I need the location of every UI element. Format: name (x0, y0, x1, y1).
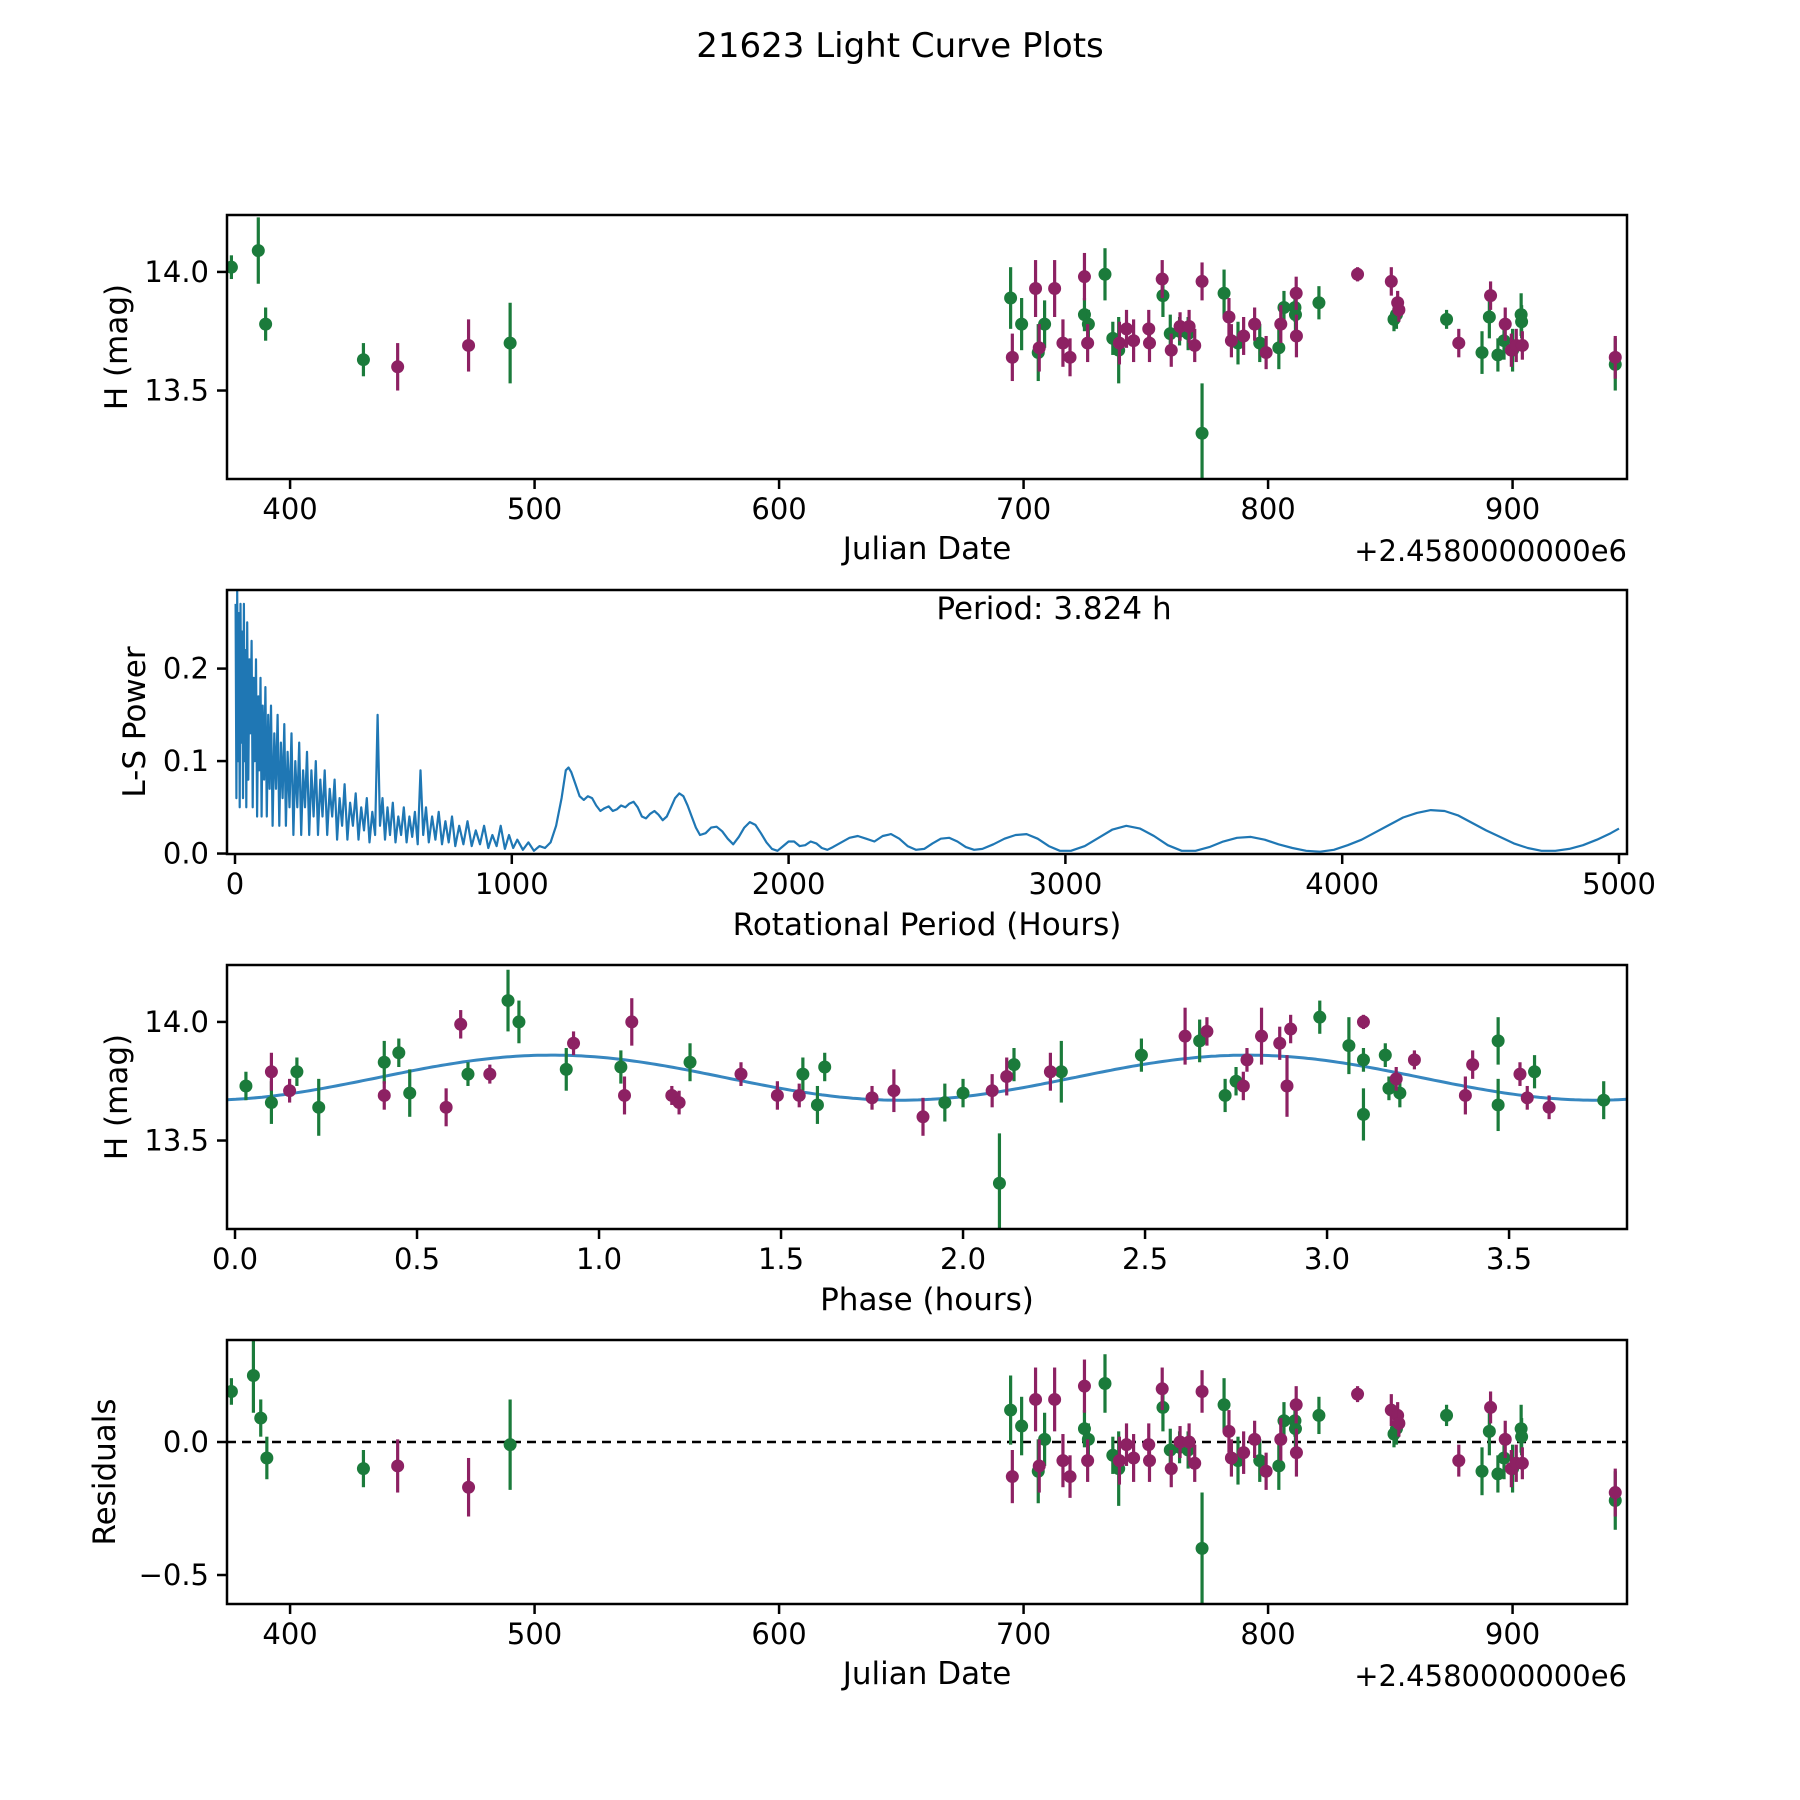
data-point (1313, 1011, 1326, 1024)
data-point (1351, 1388, 1364, 1401)
data-point (1272, 341, 1285, 354)
data-point (1237, 1079, 1250, 1092)
x-tick-label: 900 (1484, 492, 1541, 526)
data-point (1078, 1380, 1091, 1393)
x-tick-label: 600 (751, 492, 807, 526)
data-point (1515, 315, 1528, 328)
data-point (1274, 318, 1287, 331)
lightcurve-series-green (225, 217, 1622, 483)
data-point (1218, 1398, 1231, 1411)
data-point (1516, 339, 1529, 352)
period-annotation: Period: 3.824 h (936, 591, 1172, 627)
data-point (796, 1068, 809, 1081)
lightcurve-series-purple (391, 253, 1622, 391)
data-point (259, 318, 272, 331)
x-tick-label: 700 (995, 492, 1052, 526)
data-point (1222, 310, 1235, 323)
data-point (1196, 427, 1209, 440)
data-point (1528, 1065, 1541, 1078)
data-point (461, 1068, 474, 1081)
y-tick-label: 0.0 (162, 1425, 209, 1460)
data-point (312, 1101, 325, 1114)
data-point (1513, 1068, 1526, 1081)
data-point (283, 1084, 296, 1097)
data-point (1033, 341, 1046, 354)
data-point (1281, 1079, 1294, 1092)
y-tick-label: 0.1 (162, 744, 209, 779)
data-point (1440, 1409, 1453, 1422)
data-point (1516, 1457, 1529, 1470)
data-point (1188, 1457, 1201, 1470)
data-point (1113, 1454, 1126, 1467)
data-point (1609, 1486, 1622, 1499)
data-point (1200, 1025, 1213, 1038)
data-point (1237, 329, 1250, 342)
data-point (1156, 1382, 1169, 1395)
data-point (1196, 275, 1209, 288)
data-point (1342, 1039, 1355, 1052)
data-point (684, 1056, 697, 1069)
x-tick-label: 400 (262, 492, 318, 526)
residuals-yaxis-label: Residuals (87, 1398, 123, 1546)
data-point (1006, 351, 1019, 364)
x-tick-label: 1000 (474, 867, 549, 901)
lightcurve-axes-box (227, 215, 1627, 479)
data-point (1290, 1398, 1303, 1411)
data-point (239, 1079, 252, 1092)
data-point (1492, 1098, 1505, 1111)
data-point (1273, 1037, 1286, 1050)
y-tick-label: 13.5 (144, 1123, 209, 1158)
plot-phase (144, 965, 1627, 1276)
data-point (625, 1015, 638, 1028)
data-point (811, 1098, 824, 1111)
data-point (957, 1087, 970, 1100)
data-point (1515, 1430, 1528, 1443)
data-point (1483, 310, 1496, 323)
residuals-axes-box (227, 1340, 1627, 1604)
data-point (265, 1065, 278, 1078)
data-point (866, 1091, 879, 1104)
x-tick-label: 0 (225, 867, 245, 901)
data-point (1312, 1409, 1325, 1422)
x-tick-label: 600 (751, 1617, 807, 1651)
data-point (1466, 1058, 1479, 1071)
x-tick-label: 2000 (751, 867, 826, 901)
x-tick-label: 800 (1240, 492, 1296, 526)
data-point (1081, 1454, 1094, 1467)
x-tick-label: 3000 (1028, 867, 1103, 901)
data-point (504, 337, 517, 350)
x-tick-label: 4000 (1305, 867, 1380, 901)
data-point (454, 1018, 467, 1031)
data-point (1143, 1454, 1156, 1467)
data-point (1000, 1070, 1013, 1083)
data-point (771, 1089, 784, 1102)
data-point (1222, 1425, 1235, 1438)
data-point (290, 1065, 303, 1078)
data-point (818, 1060, 831, 1073)
data-point (1260, 346, 1273, 359)
periodogram-curve (236, 590, 1619, 852)
data-point (567, 1037, 580, 1050)
data-point (1483, 1425, 1496, 1438)
data-point (793, 1089, 806, 1102)
data-point (1098, 268, 1111, 281)
x-tick-label: 5000 (1582, 867, 1656, 901)
data-point (462, 1481, 475, 1494)
x-tick-label: 1.0 (575, 1242, 623, 1276)
data-point (260, 1451, 273, 1464)
y-tick-label: 14.0 (144, 254, 209, 289)
data-point (1408, 1053, 1421, 1066)
data-point (1225, 334, 1238, 347)
x-tick-label: 3.5 (1485, 1242, 1533, 1276)
data-point (1029, 1393, 1042, 1406)
lightcurve-yaxis-label: H (mag) (99, 283, 135, 411)
data-point (1312, 296, 1325, 309)
data-point (916, 1110, 929, 1123)
data-point (1196, 1542, 1209, 1555)
x-tick-label: 1.5 (757, 1242, 805, 1276)
data-point (391, 1459, 404, 1472)
data-point (993, 1177, 1006, 1190)
data-point (1597, 1094, 1610, 1107)
data-point (247, 1369, 260, 1382)
data-point (1609, 351, 1622, 364)
y-tick-label: 0.2 (162, 651, 209, 686)
data-point (1255, 1030, 1268, 1043)
data-point (1543, 1101, 1556, 1114)
data-point (252, 244, 265, 257)
data-point (1048, 1393, 1061, 1406)
x-tick-label: 0.0 (211, 1242, 259, 1276)
data-point (265, 1096, 278, 1109)
x-tick-label: 700 (995, 1617, 1052, 1651)
data-point (1219, 1089, 1232, 1102)
data-point (1274, 1433, 1287, 1446)
data-point (378, 1056, 391, 1069)
residuals-xaxis-label: Julian Date (842, 1656, 1012, 1692)
x-tick-label: 800 (1240, 1617, 1296, 1651)
data-point (392, 1046, 405, 1059)
phase-axes-box (227, 965, 1627, 1229)
data-point (1476, 346, 1489, 359)
data-point (1499, 318, 1512, 331)
data-point (986, 1084, 999, 1097)
periodogram-yaxis-label: L-S Power (117, 646, 153, 798)
data-point (1499, 1433, 1512, 1446)
y-tick-label: 0.0 (162, 836, 209, 871)
data-point (1196, 1385, 1209, 1398)
data-point (1357, 1015, 1370, 1028)
data-point (938, 1096, 951, 1109)
data-point (1064, 351, 1077, 364)
data-point (1156, 273, 1169, 286)
data-point (887, 1084, 900, 1097)
data-point (1385, 275, 1398, 288)
data-point (673, 1096, 686, 1109)
data-point (1029, 282, 1042, 295)
data-point (1357, 1108, 1370, 1121)
data-point (1452, 1454, 1465, 1467)
data-point (1379, 1049, 1392, 1062)
residuals-series-purple (391, 1360, 1622, 1517)
x-tick-label: 3.0 (1303, 1242, 1351, 1276)
data-point (1452, 337, 1465, 350)
data-point (357, 353, 370, 366)
residuals-xaxis-offset: +2.4580000000e6 (1354, 1659, 1627, 1693)
phase-yaxis-label: H (mag) (99, 1033, 135, 1161)
x-tick-label: 2.5 (1121, 1242, 1169, 1276)
plot-periodogram (163, 590, 1656, 901)
data-point (1165, 1462, 1178, 1475)
data-point (1048, 282, 1061, 295)
data-point (1290, 329, 1303, 342)
data-point (1098, 1377, 1111, 1390)
data-point (1260, 1465, 1273, 1478)
lightcurve-xaxis-offset: +2.4580000000e6 (1354, 534, 1627, 568)
data-point (1113, 337, 1126, 350)
data-point (254, 1412, 267, 1425)
data-point (1284, 1023, 1297, 1036)
phase-xaxis-label: Phase (hours) (820, 1282, 1034, 1318)
data-point (734, 1068, 747, 1081)
data-point (1135, 1049, 1148, 1062)
data-point (1248, 318, 1261, 331)
data-point (502, 994, 515, 1007)
data-point (1064, 1470, 1077, 1483)
data-point (440, 1101, 453, 1114)
data-point (483, 1068, 496, 1081)
data-point (1484, 289, 1497, 302)
data-point (1290, 287, 1303, 300)
x-tick-label: 0.5 (393, 1242, 441, 1276)
data-point (560, 1063, 573, 1076)
plot-residuals (139, 1338, 1627, 1651)
data-point (618, 1089, 631, 1102)
data-point (1484, 1401, 1497, 1414)
data-point (1440, 313, 1453, 326)
data-point (378, 1089, 391, 1102)
data-point (1492, 1034, 1505, 1047)
data-point (1392, 303, 1405, 316)
residuals-series-green (225, 1338, 1622, 1604)
periodogram-axes-box (227, 590, 1627, 854)
data-point (1007, 1058, 1020, 1071)
data-point (1056, 1454, 1069, 1467)
data-point (462, 339, 475, 352)
data-point (1015, 318, 1028, 331)
periodogram-xaxis-label: Rotational Period (Hours) (732, 907, 1122, 943)
data-point (1044, 1065, 1057, 1078)
data-point (1459, 1089, 1472, 1102)
data-point (1127, 1451, 1140, 1464)
data-point (1351, 268, 1364, 281)
data-point (391, 360, 404, 373)
y-tick-label: 13.5 (144, 373, 209, 408)
data-point (1225, 1451, 1238, 1464)
data-point (1056, 337, 1069, 350)
data-point (1120, 322, 1133, 335)
data-point (1165, 344, 1178, 357)
x-tick-label: 2.0 (939, 1242, 987, 1276)
data-point (512, 1015, 525, 1028)
x-tick-label: 400 (262, 1617, 318, 1651)
y-tick-label: 14.0 (144, 1004, 209, 1039)
data-point (1390, 1072, 1403, 1085)
data-point (1081, 337, 1094, 350)
data-point (357, 1462, 370, 1475)
plot-lightcurve (144, 215, 1627, 526)
lightcurve-xaxis-label: Julian Date (842, 531, 1012, 567)
data-point (1476, 1465, 1489, 1478)
data-point (1521, 1091, 1534, 1104)
data-point (1357, 1053, 1370, 1066)
data-point (1120, 1438, 1133, 1451)
data-point (1290, 1446, 1303, 1459)
data-point (1004, 1404, 1017, 1417)
data-point (614, 1060, 627, 1073)
data-point (504, 1438, 517, 1451)
data-point (1188, 339, 1201, 352)
data-point (403, 1087, 416, 1100)
data-point (1179, 1030, 1192, 1043)
data-point (1143, 337, 1156, 350)
data-point (1004, 292, 1017, 305)
figure-title: 21623 Light Curve Plots (696, 26, 1104, 66)
data-point (1006, 1470, 1019, 1483)
data-point (1127, 334, 1140, 347)
x-tick-label: 900 (1484, 1617, 1541, 1651)
y-tick-label: −0.5 (138, 1558, 209, 1593)
data-point (1078, 270, 1091, 283)
data-point (1272, 1459, 1285, 1472)
data-point (1033, 1459, 1046, 1472)
data-point (1015, 1420, 1028, 1433)
data-point (1240, 1053, 1253, 1066)
x-tick-label: 500 (506, 492, 563, 526)
data-point (1237, 1446, 1250, 1459)
data-point (1392, 1417, 1405, 1430)
data-point (1218, 287, 1231, 300)
data-point (1248, 1433, 1261, 1446)
x-tick-label: 500 (506, 1617, 563, 1651)
